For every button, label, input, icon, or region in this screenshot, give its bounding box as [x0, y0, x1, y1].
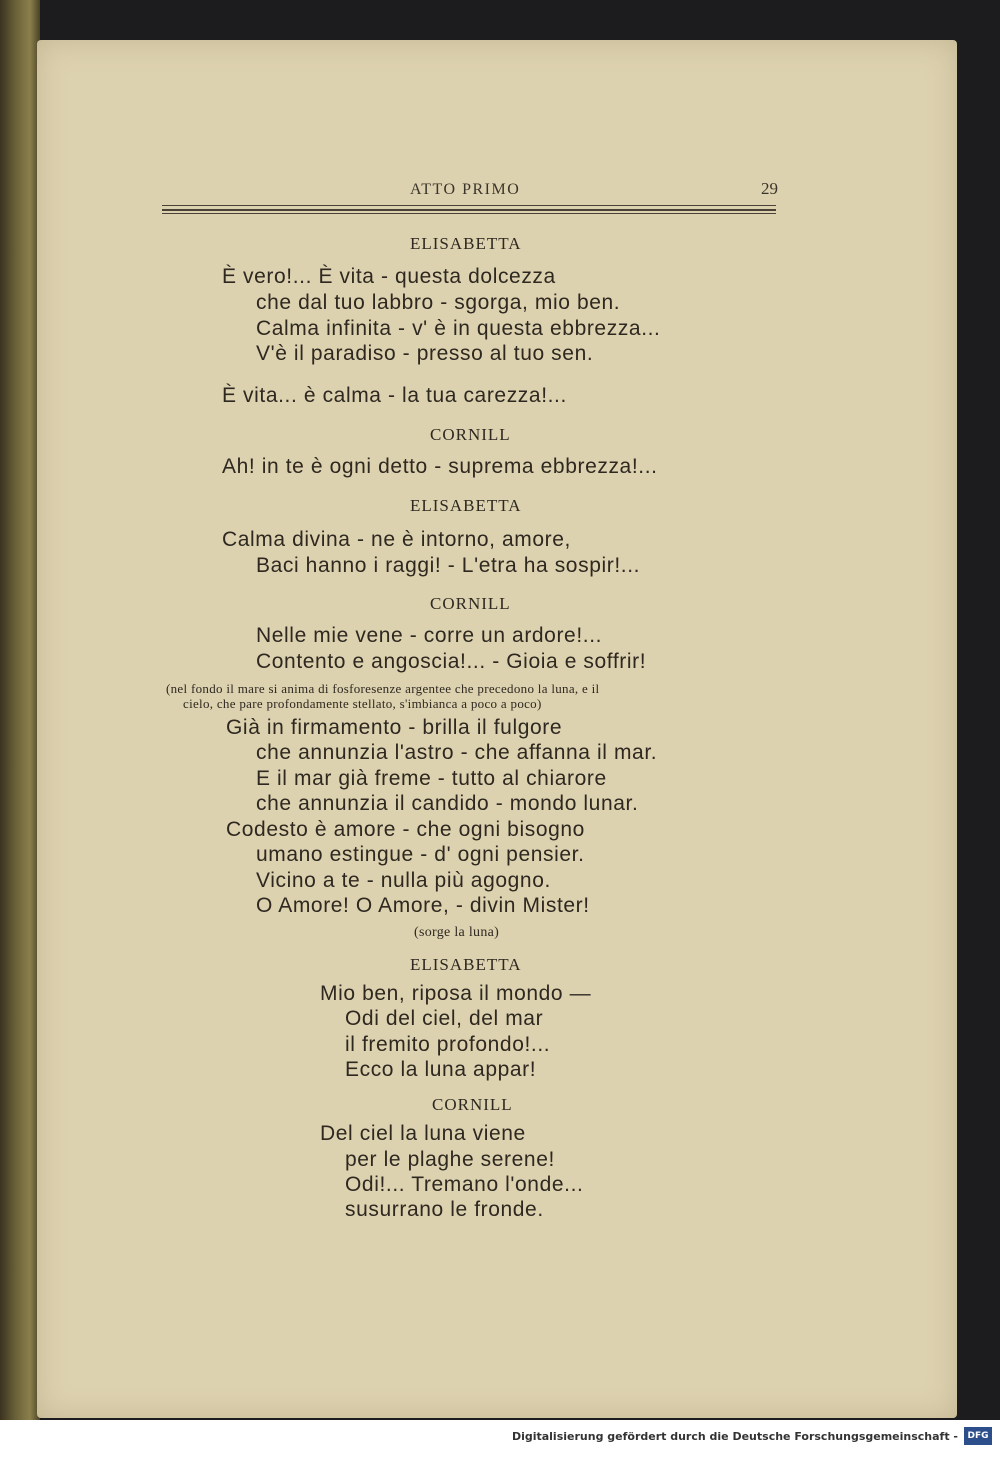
verse-line: che dal tuo labbro - sgorga, mio ben. [256, 291, 621, 314]
stage-direction: cielo, che pare profondamente stellato, s'imbianca a poco a poco) [183, 696, 542, 711]
verse-line: O Amore! O Amore, - divin Mister! [256, 894, 590, 917]
verse-line: Già in firmamento - brilla il fulgore [226, 716, 563, 739]
header-rule-top [162, 205, 776, 206]
verse-line: È vero!... È vita - questa dolcezza [222, 265, 556, 288]
verse-line: che annunzia l'astro - che affanna il mar. [256, 741, 658, 764]
verse-line: Calma infinita - v' è in questa ebbrezza... [256, 317, 661, 340]
digitization-footer [0, 1420, 1000, 1469]
verse-line: umano estingue - d' ogni pensier. [256, 843, 585, 866]
running-title: ATTO PRIMO [410, 181, 521, 198]
verse-line: Nelle mie vene - corre un ardore!... [256, 624, 603, 647]
funding-credit: Digitalisierung gefördert durch die Deutsche Forschungsgemeinschaft - [511, 1430, 958, 1443]
stage-direction: (nel fondo il mare si anima di fosforesenze argentee che precedono la luna, e il [166, 681, 600, 696]
dfg-logo-icon: DFG [964, 1427, 992, 1445]
speaker-name: CORNILL [430, 594, 511, 613]
header-rule-middle [162, 209, 776, 211]
verse-line: Ecco la luna appar! [345, 1058, 537, 1081]
verse-line: È vita... è calma - la tua carezza!... [222, 384, 567, 407]
verse-line: il fremito profondo!... [345, 1033, 551, 1056]
speaker-name: ELISABETTA [410, 496, 522, 515]
verse-line: E il mar già freme - tutto al chiarore [256, 767, 607, 790]
speaker-name: CORNILL [430, 425, 511, 444]
verse-line: Ah! in te è ogni detto - suprema ebbrezza!... [222, 455, 658, 478]
stage-direction: (sorge la luna) [414, 925, 500, 940]
verse-line: Baci hanno i raggi! - L'etra ha sospir!... [256, 554, 641, 577]
header-rule-bottom [162, 213, 776, 214]
verse-line: Codesto è amore - che ogni bisogno [226, 818, 585, 841]
verse-line: per le plaghe serene! [345, 1148, 555, 1171]
verse-line: Odi!... Tremano l'onde... [345, 1173, 584, 1196]
verse-line: Mio ben, riposa il mondo — [320, 982, 592, 1005]
verse-line: V'è il paradiso - presso al tuo sen. [256, 342, 594, 365]
verse-line: Vicino a te - nulla più agogno. [256, 869, 551, 892]
speaker-name: ELISABETTA [410, 234, 522, 253]
book-cover-edge [0, 0, 40, 1420]
verse-line: che annunzia il candido - mondo lunar. [256, 792, 639, 815]
verse-line: Del ciel la luna viene [320, 1122, 526, 1145]
verse-line: Odi del ciel, del mar [345, 1007, 544, 1030]
page-number: 29 [761, 179, 778, 198]
verse-line: Contento e angoscia!... - Gioia e soffrir! [256, 650, 647, 673]
speaker-name: CORNILL [432, 1095, 513, 1114]
verse-line: susurrano le fronde. [345, 1198, 544, 1221]
verse-line: Calma divina - ne è intorno, amore, [222, 528, 571, 551]
speaker-name: ELISABETTA [410, 955, 522, 974]
